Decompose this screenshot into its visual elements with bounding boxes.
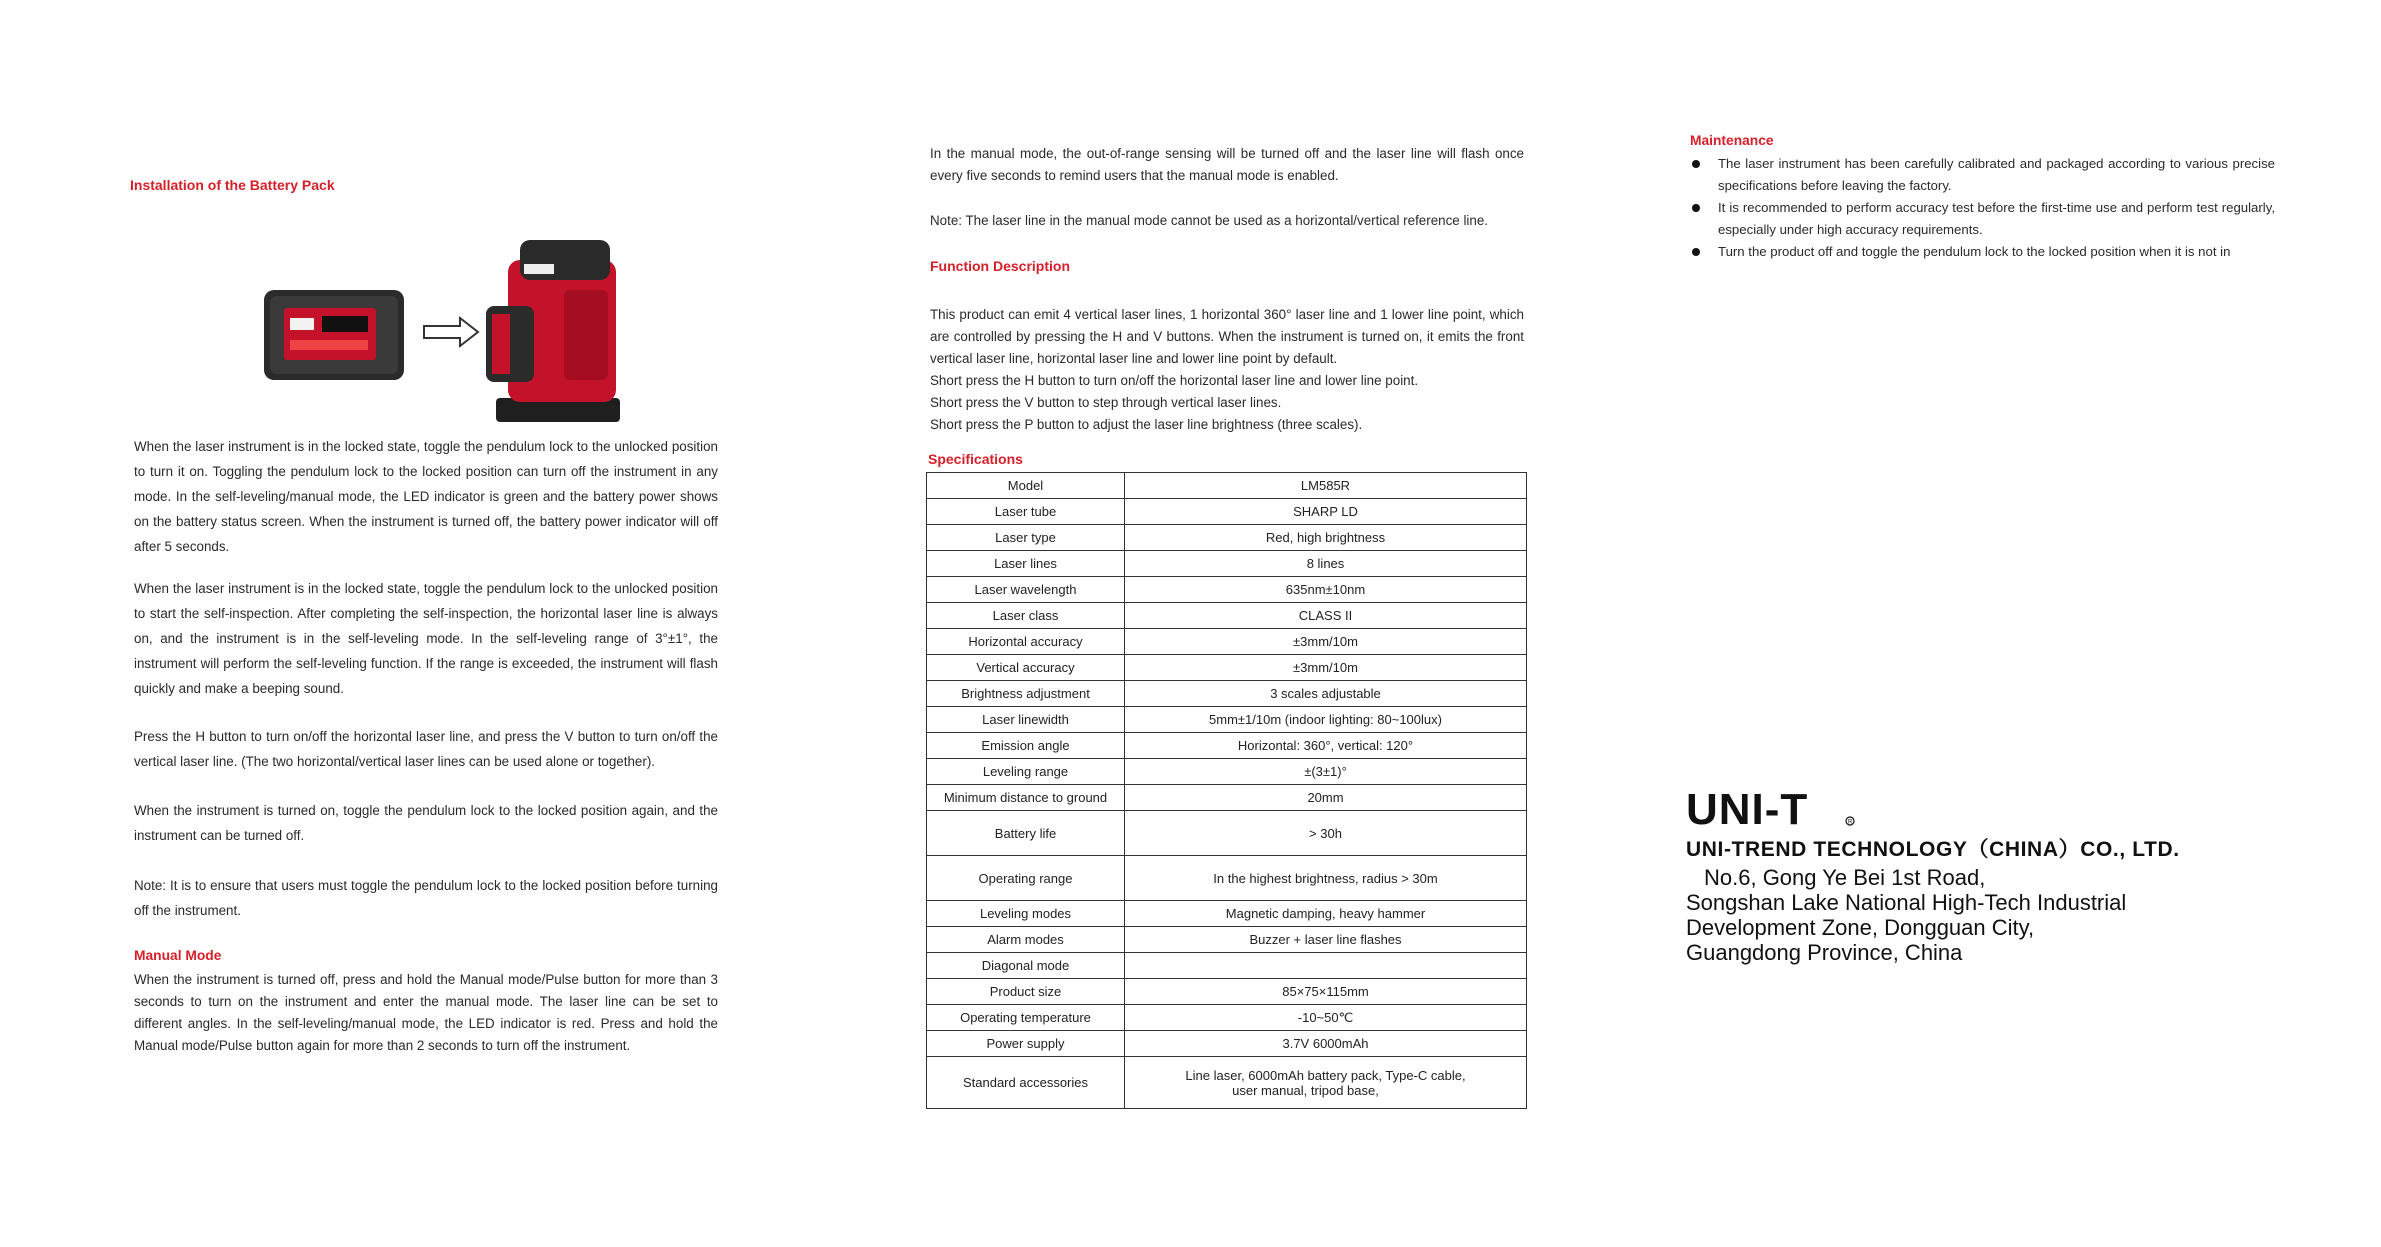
table-row bbox=[927, 629, 1527, 655]
address-line: Songshan Lake National High-Tech Industrial bbox=[1686, 890, 2127, 915]
svg-text:UNI-T: UNI-T bbox=[1686, 788, 1809, 828]
table-row bbox=[927, 707, 1527, 733]
spec-key: Power supply bbox=[927, 1031, 1125, 1057]
spec-value bbox=[1125, 1057, 1527, 1109]
spec-value: In the highest brightness, radius > 30m bbox=[1125, 856, 1527, 901]
spec-value: ±3mm/10m bbox=[1125, 655, 1527, 681]
lock-note-paragraph: Note: It is to ensure that users must toggle the pendulum lock to the locked position before turning off the instrument. bbox=[134, 878, 718, 918]
table-row bbox=[927, 733, 1527, 759]
specifications-table bbox=[926, 472, 1527, 1109]
spec-key: Leveling modes bbox=[927, 901, 1125, 927]
spec-key: Laser tube bbox=[927, 499, 1125, 525]
table-row bbox=[927, 1031, 1527, 1057]
spec-key: Vertical accuracy bbox=[927, 655, 1125, 681]
hv-button-paragraph: Press the H button to turn on/off the horizontal laser line, and press the V button to turn on/off the vertical laser line. (The two horizontal/vertical laser lines can be used alone or together). bbox=[134, 729, 718, 769]
spec-key: Emission angle bbox=[927, 733, 1125, 759]
function-v-button-line: Short press the V button to step through vertical laser lines. bbox=[930, 395, 1282, 410]
spec-value: 3.7V 6000mAh bbox=[1125, 1031, 1527, 1057]
spec-key: Diagonal mode bbox=[927, 953, 1125, 979]
battery-installation-figure bbox=[264, 230, 624, 430]
table-row bbox=[927, 785, 1527, 811]
insert-arrow-icon bbox=[424, 318, 478, 346]
table-row bbox=[927, 811, 1527, 856]
spec-key: Alarm modes bbox=[927, 927, 1125, 953]
spec-key: Model bbox=[927, 473, 1125, 499]
table-row bbox=[927, 655, 1527, 681]
spec-value: SHARP LD bbox=[1125, 499, 1527, 525]
table-row bbox=[927, 577, 1527, 603]
table-row bbox=[927, 979, 1527, 1005]
manual-mode-heading: Manual Mode bbox=[134, 948, 222, 963]
spec-value: 3 scales adjustable bbox=[1125, 681, 1527, 707]
spec-value: Horizontal: 360°, vertical: 120° bbox=[1125, 733, 1527, 759]
self-leveling-paragraph: When the laser instrument is in the locked state, toggle the pendulum lock to the unlocked position to start the self-inspection. After completing the self-inspection, the horizontal laser line is always on, and the instrument is in the self-leveling mode. In the self-leveling range of 3°±1°, the instrument will perform the self-leveling function. If the range is exceeded, the instrument will flash quickly and make a beeping sound. bbox=[134, 581, 718, 696]
table-row bbox=[927, 901, 1527, 927]
table-row bbox=[927, 551, 1527, 577]
list-item: The laser instrument has been carefully calibrated and packaged according to various precise specifications before leaving the factory. bbox=[1690, 153, 2275, 197]
maintenance-list bbox=[1690, 153, 2275, 263]
manual-mode-flash-paragraph: In the manual mode, the out-of-range sensing will be turned off and the laser line will flash once every five seconds to remind users that the manual mode is enabled. bbox=[930, 146, 1524, 183]
table-row bbox=[927, 1057, 1527, 1109]
spec-key: Standard accessories bbox=[927, 1057, 1125, 1109]
spec-value: 85×75×115mm bbox=[1125, 979, 1527, 1005]
spec-key: Brightness adjustment bbox=[927, 681, 1125, 707]
function-description-heading: Function Description bbox=[930, 258, 1070, 274]
spec-key: Laser wavelength bbox=[927, 577, 1125, 603]
power-on-paragraph: When the laser instrument is in the locked state, toggle the pendulum lock to the unlocked position to turn it on. Toggling the pendulum lock to the locked position can turn off the instrument in any mode. In the self-leveling/manual mode, the LED indicator is green and the battery power shows on the battery status screen. When the instrument is turned off, the battery power indicator will off after 5 seconds. bbox=[134, 439, 718, 554]
spec-value: > 30h bbox=[1125, 811, 1527, 856]
laser-unit-image bbox=[486, 240, 620, 422]
table-row bbox=[927, 603, 1527, 629]
spec-key: Battery life bbox=[927, 811, 1125, 856]
function-description-paragraph: This product can emit 4 vertical laser lines, 1 horizontal 360° laser line and 1 lower line point, which are controlled by pressing the H and V buttons. When the instrument is turned on, it emits the front vertical laser line, horizontal laser line and lower line point by default. bbox=[930, 307, 1524, 366]
spec-key: Minimum distance to ground bbox=[927, 785, 1125, 811]
company-address bbox=[1686, 865, 2126, 965]
company-name: UNI-TREND TECHNOLOGY（CHINA）CO., LTD. bbox=[1686, 838, 2180, 861]
spec-value: 635nm±10nm bbox=[1125, 577, 1527, 603]
maintenance-heading: Maintenance bbox=[1690, 133, 1774, 148]
spec-value-line: user manual, tripod base, bbox=[1232, 1082, 1379, 1098]
list-item: Turn the product off and toggle the pendulum lock to the locked position when it is not in bbox=[1690, 241, 2275, 263]
spec-key: Horizontal accuracy bbox=[927, 629, 1125, 655]
table-row bbox=[927, 681, 1527, 707]
spec-key: Operating range bbox=[927, 856, 1125, 901]
manual-mode-paragraph: When the instrument is turned off, press and hold the Manual mode/Pulse button for more than 3 seconds to turn on the instrument and enter the manual mode. The laser line can be set to different angles. In the self-leveling/manual mode, the LED indicator is red. Press and hold the Manual mode/Pulse button again for more than 2 seconds to turn off the instrument. bbox=[134, 972, 718, 1053]
svg-text:R: R bbox=[1848, 819, 1853, 826]
spec-key: Leveling range bbox=[927, 759, 1125, 785]
table-row bbox=[927, 953, 1527, 979]
spec-value: Magnetic damping, heavy hammer bbox=[1125, 901, 1527, 927]
spec-value: Buzzer + laser line flashes bbox=[1125, 927, 1527, 953]
spec-value: 5mm±1/10m (indoor lighting: 80~100lux) bbox=[1125, 707, 1527, 733]
manual-mode-note: Note: The laser line in the manual mode cannot be used as a horizontal/vertical reference line. bbox=[930, 213, 1489, 228]
spec-value-line: Line laser, 6000mAh battery pack, Type-C cable, bbox=[1185, 1067, 1466, 1083]
address-line: Development Zone, Dongguan City, bbox=[1686, 915, 2035, 940]
spec-value: ±3mm/10m bbox=[1125, 629, 1527, 655]
battery-installation-heading: Installation of the Battery Pack bbox=[130, 177, 335, 193]
table-row bbox=[927, 473, 1527, 499]
uni-t-logo bbox=[1686, 788, 1856, 828]
table-row bbox=[927, 499, 1527, 525]
spec-key: Operating temperature bbox=[927, 1005, 1125, 1031]
specifications-heading: Specifications bbox=[928, 451, 1023, 467]
battery-pack-image bbox=[264, 290, 404, 380]
spec-value: ±(3±1)° bbox=[1125, 759, 1527, 785]
table-row bbox=[927, 759, 1527, 785]
function-h-button-line: Short press the H button to turn on/off the horizontal laser line and lower line point. bbox=[930, 373, 1419, 388]
spec-value bbox=[1125, 953, 1527, 979]
spec-key: Product size bbox=[927, 979, 1125, 1005]
spec-key: Laser type bbox=[927, 525, 1125, 551]
spec-value: 20mm bbox=[1125, 785, 1527, 811]
address-line: Guangdong Province, China bbox=[1686, 940, 1963, 965]
list-item: It is recommended to perform accuracy test before the first-time use and perform test regularly, especially under high accuracy requirements. bbox=[1690, 197, 2275, 241]
spec-value: -10~50℃ bbox=[1125, 1005, 1527, 1031]
turn-off-paragraph: When the instrument is turned on, toggle the pendulum lock to the locked position again, and the instrument can be turned off. bbox=[134, 803, 718, 843]
table-row bbox=[927, 856, 1527, 901]
spec-value: 8 lines bbox=[1125, 551, 1527, 577]
spec-key: Laser lines bbox=[927, 551, 1125, 577]
spec-value: Red, high brightness bbox=[1125, 525, 1527, 551]
table-row bbox=[927, 1005, 1527, 1031]
spec-key: Laser class bbox=[927, 603, 1125, 629]
spec-value: LM585R bbox=[1125, 473, 1527, 499]
function-p-button-line: Short press the P button to adjust the laser line brightness (three scales). bbox=[930, 417, 1363, 432]
table-row bbox=[927, 927, 1527, 953]
table-row bbox=[927, 525, 1527, 551]
spec-key: Laser linewidth bbox=[927, 707, 1125, 733]
spec-value: CLASS II bbox=[1125, 603, 1527, 629]
function-description-block bbox=[930, 304, 1524, 436]
address-line: No.6, Gong Ye Bei 1st Road, bbox=[1704, 865, 1986, 890]
